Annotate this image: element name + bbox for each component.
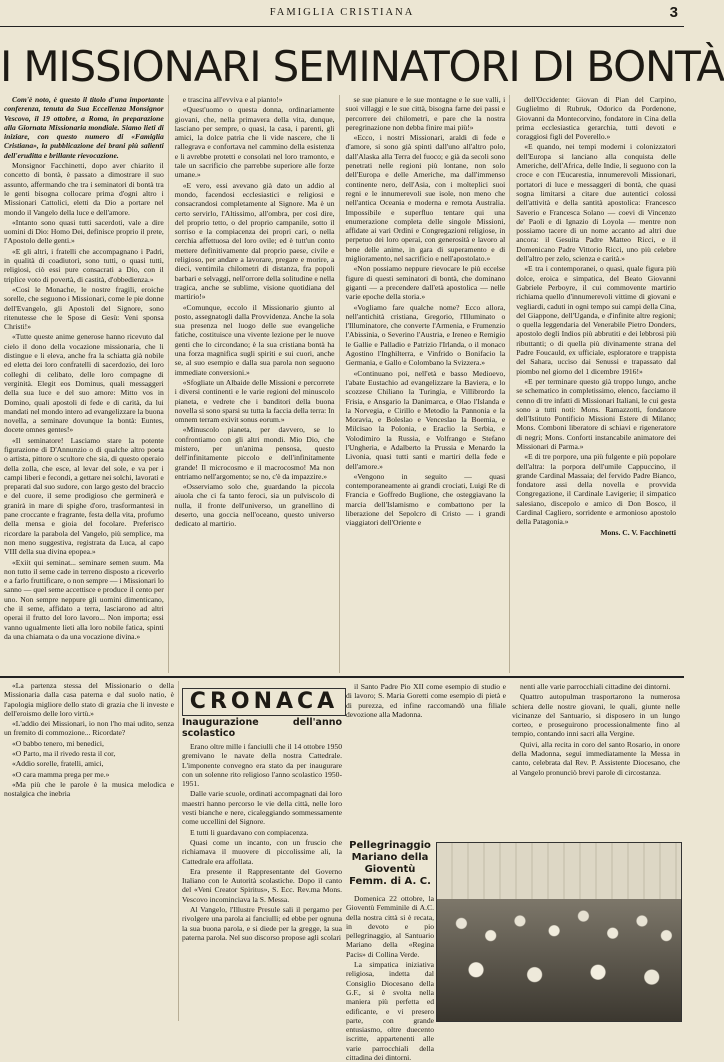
article-title: I MISSIONARI SEMINATORI DI BONTÀ [0, 42, 724, 91]
paragraph: «Continuano poi, nell'età e basso Medioevo, l'abate Eustachio ad evangelizzare la Baviera, e lo scozzese Chiliano la Turingia, e Villibrordo la Frisia, e Ansgario la Danimarca, e Olao l'Islanda e la Norvegia, e Cirillo e Metodio la Pannonia e la Moravia, e Boleslao e Venceslao la Boemia, e Milcisao la Polonia, e Eraclio la Serbia, e Volodimiro la Russia, e Volfrango e Stefano l'Ungheria, e Adalberto la Prussia e Menardo la Livonia, quasi tutti santi e martiri della fede e dell'amore.» [345, 368, 506, 471]
inauguration-article [182, 718, 342, 1022]
paragraph: «E di tre porpore, una più fulgente e più popolare dell'altra: la porpora dell'umile Cappuccino, il grande Cardinal Massaia; del fervido Padre Bianco, fondatore assi della novella e provvida Congregazione, il Cardinale Lavigerie; il simpatico salesiano, discepolo e amico di Don Bosco, il Cardinal Cagliero, sorridente e armonioso apostolo della Patagonia.» [516, 452, 676, 527]
article-column-1 [4, 95, 169, 673]
paragraph: «Sfogliate un Albaide delle Missioni e percorrete i diversi continenti e le varie regioni del minuscolo pianeta, e vedrete che i banditori della buona novella si sono sparsi su tutta la faccia della terra: In omnem terram exivit sonus eorum.» [174, 377, 335, 425]
paragraph: «La partenza stessa del Missionario o della Missionaria dalla casa paterna e dal suolo natio, è l'apologia migliore dello stato di grazia che li investe e dell'eroismo delle loro virtù.» [4, 681, 174, 718]
paragraph: «E tra i contemporanei, o quasi, quale figura più dolce, eroica e simpatica, del Beato Giovanni Gabriele Perboyre, il cui commovente martirio richiama quello d'innumerevoli vittime di giovani e vegliardi, caduti in ogni tempo sui campi della Cina, del Giappone, dell'Uganda, e d'infinite altre regioni; o quella leggendaria del Venerabile Pietro Donders, apostolo degli Indios più abbrutiti e dei lebbrosi più ributtanti; o di quella più divinamente strana del Padre Foucauld, ex ufficiale, esploratore e trappista del Sahara, ucciso dai Senussi e trapassato dal piombo nel giorno del 1 dicembre 1916!» [516, 264, 676, 376]
verse-line: «O cara mamma prega per me.» [12, 769, 110, 779]
paragraph: «Vengono in seguito — quasi contemporaneamente ai grandi crociati, Luigi Re di Francia e Goffredo Buglione, che osteggiavano la marcia dell'Islamismo e combattono per la liberazione del Sepolcro di Cristo — i grandi viaggiatori dell'Oriente e [345, 471, 506, 528]
paragraph: «Exiit qui seminat... seminare semen suum. Ma non tutto il seme cade in terreno disposto a riceverlo e a farlo fruttificare, o non sempre — i Missionari lo sanno — quel seme accettisce e produce il cento per uno. Non sempre neppure gli uomini dimenticano, che il seme, affidato a terra, lasciarono ad altri operai il frutto del loro lavoro... Non importa; essi vanno ugualmente lieti alla loro nobile fatica, spinti da una chiamata o da una vocazione divina.» [4, 557, 164, 641]
paragraph: «E quando, nei tempi moderni i colonizzatori dell'Europa si lanciano alla conquista delle Americhe, dell'Africa, delle Indie, li seguono con la croce e con l'Eucarestia, innumerevoli Missionari, portatori di luce e messaggeri di bontà, che quasi sogna limitarsi a citare due autentici colossi dell'attività e della santità apostolica: Francesco Saverio e Francesca Solano — coevi di Vincenzo de' Paoli e di Ignazio di Loyola — mentre non possiamo tacere di un nome accanto ad altri due ancora: il Gesuita Padre Matteo Ricci, e il Domenicano Padre Vittorio Ricci, uno più celebre dell'altro per zelo, scienza e carità.» [516, 142, 676, 264]
article-body [4, 95, 680, 673]
pilgrimage-headline: Pellegrinaggio Mariano della Gioventù Femm. di A. C. [349, 840, 431, 887]
magazine-name: FAMIGLIA CRISTIANA [269, 7, 415, 18]
verse-line: «O babbo tenero, mi benedici, [12, 738, 104, 748]
paragraph: «Ma più che le parole è la musica melodica e nostalgica che inebria [4, 779, 174, 799]
photo-crowd [437, 899, 681, 1021]
paragraph: «Il seminatore! Lasciamo stare la potente figurazione di D'Annunzio o di qualche altro poeta o artista, pittore o scultore che sia, di questo operaio della zolla, che esce, al levar del sole, e va per i campi liberi e fecondi, a gettare nei solchi, lavorati e preparati dal suo sudore, con largo gesto del braccio e del cuore, il seme prodigioso che germinerà e granirà in mare di spighe d'oro, trasformantesi in pane croccante e fragrante, festa della vita, profumo della mensa e gioia del focolare. Preferisco ricordare la parabola del Vangelo, più semplice, ma non meno suggestiva, registrata da Luca, al capo VIII della sua divina epopea.» [4, 435, 164, 557]
page-header [0, 4, 684, 27]
paragraph: «E gli altri, i fratelli che accompagnano i Padri, in qualità di coadiutori, sono tutti, o quasi tutti, religiosi, ciò essi pure consacrati a Dio, con il triplice voto di povertà, di castità, d'obbedienza.» [4, 246, 164, 284]
page-number: 3 [669, 4, 678, 21]
inauguration-headline: Inaugurazione dell'anno scolastico [182, 717, 342, 739]
paragraph: «Quest'uomo o questa donna, ordinariamente giovani, che, nella primavera della vita, dunque, lasciano per sempre, o quasi, la casa, i parenti, gli amici, la dolce patria che li vide nascere, che li rallegrava e confortava nel cammino della esistenza e li avrebbe protetti e consolati nel loro tramonto, e tale un sacrificio che parrebbe superiore alle forze umane.» [174, 105, 335, 180]
inauguration-continued [346, 682, 506, 838]
paragraph: «Minuscolo pianeta, per davvero, se lo confrontiamo con gli altri mondi. Mio Dio, che mistero, per un'anima pensosa, questo dell'infinitamente piccolo e dell'infinitamente grande! Il microcosmo e il macrocosmo! Ma non entriamo nell'argomento; se no, c'è da impazzire.» [174, 425, 335, 481]
continued-column [4, 681, 179, 1021]
verse-line: «Addio sorelle, fratelli, amici, [12, 759, 104, 769]
paragraph: «Osserviamo solo che, guardando la piccola aiuola che ci fa tanto feroci, sia un pulviscolo di nulla, il fronte dell'universo, un granellino di deserto, una goccia nell'oceano, questo universo dedicato al martirio. [174, 482, 335, 529]
paragraph: Era presente il Rappresentante del Governo Italiano con le Autorità scolastiche. Dopo il canto del «Veni Creator Spiritus», S. Ecc. Rev.ma Mons. Vescovo incominciava la S. Messa. [182, 866, 342, 904]
paragraph: Quivi, alla recita in coro del santo Rosario, in onore della Madonna, seguì immediatamente la Messa in canto, celebrata dal Rev. P. Assistente Diocesano, che al Vangelo pronunciò brevi parole di circostanza. [512, 739, 680, 777]
article-intro: Com'è noto, è questo il titolo d'una importante conferenza, tenuta da Sua Eccellenza Monsignor Vescovo, il 19 ottobre, a Roma, in preparazione alla Giornata Missionaria mondiale. Siamo lieti di iniziare, con questo numero di «Famiglia Cristiana», la pubblicazione dei brani più salienti dell'eruditta e brillante rievocazione. [4, 95, 164, 160]
paragraph: La simpatica iniziativa religiosa, indetta dal Consiglio Diocesano della G.F., si è svolta nella maniera più perfetta ed edificante, e vi presero parte, con grande entusiasmo, oltre duecento iscritte, appartenenti alle varie parrocchiali della cittadina dei dintorni. [346, 960, 434, 1062]
paragraph: «Comunque, eccolo il Missionario giunto al posto, assegnatogli dalla Provvidenza. Anche la sola sua presenza nel luogo delle sue evangeliche fatiche, costituisce una vivente lezione per le nuove genti che lo circondano; è la sua cristiana bontà ha una forza magnifica sugli spiriti e sui cuori, anche se, al suo esempio e dalla sua parola non seguono immediate conversioni.» [174, 302, 335, 377]
article-column-3 [346, 95, 511, 673]
pilgrimage-continued [512, 682, 680, 838]
article-column-4 [516, 95, 680, 673]
paragraph: Al Vangelo, l'Illustre Presule sali il pergamo per rivolgere una parola ai fanciulli; ed ebbe per ognuna la sua buona parola, e si diede per la gregge, la sua paterna parola. Nel suo discorso propose agli scolari [182, 905, 342, 942]
paragraph: Quattro autopulman trasportarono la numerosa schiera delle nostre giovani, le quali, giunte nelle vicinanze del Santuario, si disposero in un lungo corteo, e proseguirono processionalmente fino al tempio, contando inni sacri alla Vergine. [512, 692, 680, 739]
paragraph: «Ecco, i nostri Missionari, araldi di fede e d'amore, si sono già spinti dall'uno all'altro polo, dall'Alaska alla Terra del fuoco; e già da secoli sono penetrati nelle regioni più lontane, non solo dell'Europa e delle Americhe, ma dall'immenso continente nero, dell'Asia, con i molteplici suoi regni e le innumerevoli sue isole, non meno che nell'antica Oceania e moderna e remota Australia. Impossibile e superfluo tentare qui una enumerazione completa delle singole Missioni, affidate ai vari Ordini e Congregazioni religiose, in perpetuo dei loro operai, con generosità e lavoro al bene delle anime, in gara di superamento e di miglioramento, nel sacrificio e nell'apostolato.» [345, 133, 506, 264]
section-divider [0, 676, 684, 678]
paragraph: «Non possiamo neppure rievocare le più eccelse figure di questi seminatori di bontà, che dominano giganti — a precendere dall'età apostolica — nelle varie epoche della storia.» [345, 264, 506, 302]
paragraph: «Tutte queste anime generose hanno ricevuto dal cielo il dono della vocazione missionaria, che li distingue e li eleva, anche fra la schiatta già nobile ed eletta dei loro confratelli di sacerdozio, dei loro colleghi di celibato, delle loro compagne di verginità. Elegit eos Dominus, quali messaggeri della sua luce e del suo amore: Mitto vos in Domino, quali apostoli di fede e di carità, da lui mandati nel mondo intero ad evangelizzare la buona novella, a seminare dovunque la bontà: Euntes, docete omnes gentes!» [4, 332, 164, 435]
paragraph: Quasi come un incanto, con un fruscio che richiamava il muovere di piccolissime ali, la Cattedrale era affollata. [182, 837, 342, 866]
article-column-2 [175, 95, 340, 673]
paragraph: Domenica 22 ottobre, la Gioventù Femminile di A.C. della nostra città si è recata, in devoto e pio pellegrinaggio, al Santuario Mariano della «Regina Pacis» di Collina Verde. [346, 894, 434, 959]
paragraph: il Santo Padre Pio XII come esempio di studio e di lavoro; S. Maria Goretti come esempio di pietà e di purezza, ed infine raccomandò una filiale devozione alla Madonna. [346, 682, 506, 719]
paragraph: Dalle varie scuole, ordinati accompagnati dai loro maestri hanno percorso le vie della città, nelle loro vesti bianche e nere, cicaleggiando sommessamente come uccellini del Signore. [182, 789, 342, 827]
paragraph: dell'Occidente: Giovan di Pian del Carpino, Guglielmo di Rubruk, Odorico da Pordenone, Giovanni da Montecorvino, fondatore in Cina della prima ecclesiastica gerarchia, tutti devoti e coraggiosi figli del Poverello.» [516, 95, 676, 142]
group-photo [436, 842, 682, 1022]
paragraph: «L'addio dei Missionari, io non l'ho mai udito, senza un fremito di commozione... Ricordate? [4, 719, 174, 738]
paragraph: nenti alle varie parrocchiali cittadine dei dintorni. [520, 682, 671, 691]
article-signature: Mons. C. V. Facchinetti [600, 527, 676, 537]
paragraph: «E per terminare questo già troppo lungo, anche se schematico in completissimo, elenco, facciamo il cenno di tre infatti di Missionari Italiani, le cui gesta sono a tutti noti: Mons. Ramazzotti, fondatore dell'Istituto Pontificio Missioni Estere di Milano; Mons. Comboni liberatore di schiavi e rigeneratore di negri; Mons. Conforti instancabile animatore dei Missionari di Parma.» [516, 376, 676, 451]
paragraph: E tutti li guardavano con compiacenza. [190, 827, 309, 837]
pilgrimage-article [346, 840, 434, 1062]
paragraph: se sue pianure e le sue montagne e le sue valli, i suoi villaggi e le sue città, bisogna farne dei passi e percorrere dei chilometri, e pare che la nostra peregrinazione non debba finire mai più!» [345, 95, 506, 132]
paragraph: «Vogliamo fare qualche nome? Ecco allora, nell'antichità cristiana, Gregorio, l'Illuminato o l'Illuminatore, che converte l'Armenia, e Frumenzio l'Abissinia, o Severino l'Austria, e Ireneo e Remigio le Gallie e Palladio e Patrizio l'Irlanda, o il monaco Agostino l'Inghilterra, e Vinfrido o Bonifacio la Germania, e Gallo e Colombano la Svizzera.» [345, 302, 506, 368]
verse-line: «O Parto, ma il rivedo resta il cor, [12, 749, 116, 759]
paragraph: e trascina all'evviva e al pianto!» [182, 95, 283, 104]
paragraph: «Intanto sono quasi tutti sacerdoti, vale a dire uomini di Dio: Homo Dei, definisce proprio il prete, l'Apostolo delle genti.» [4, 217, 164, 246]
paragraph: Erano oltre mille i fanciulli che il 14 ottobre 1950 gremivano le navate della nostra Cattedrale. L'imponente convegno era stato da per inaugurare con un solenne rito religioso l'anno scolastico 1950-1951. [182, 742, 342, 789]
cronaca-header: CRONACA [182, 688, 346, 716]
paragraph: Monsignor Facchinetti, dopo aver chiarito il concetto di bontà, è passato a dimostrare il suo assunto, affermando che tra i seminatori di bontà tra le genti bisogna collocare prima d'ogni altro i Missionari Cattolici, eletti da Dio a portare nel mondo il Vangelo della luce e dell'amore. [4, 161, 164, 217]
paragraph: «E vero, essi avevano già dato un addio al mondo, facendosi ecclesiastici e religiosi e consacrandosi completamente al Signore. Ma è un certo servirlo, l'Altissimo, all'ombra, per così dire, del proprio tetto, o del proprio campanile, sotto il sorriso e la compiacenza dei propri cari, o nella cerchia affettuosa del loro ovile; ed è tutt'un conto mettere definitivamente dal proprio paese, civile e religioso, per andare a lavorare, pregare e morire, a dieci, ventimila chilometri di distanza, fra popoli barbari e selvaggi, nell'orrore della solitudine e nella tragica, anche se sublime, visione quotidiana del martirio!» [174, 180, 335, 302]
paragraph: «Così le Monache, le nostre fragili, eroiche sorelle, che seguono i Missionari, come le pie donne dell'Evangelo, gli Apostoli del Signore, sono ritenutesse che le Spose di Gesù: Veni sponsa Christi!» [4, 284, 164, 332]
